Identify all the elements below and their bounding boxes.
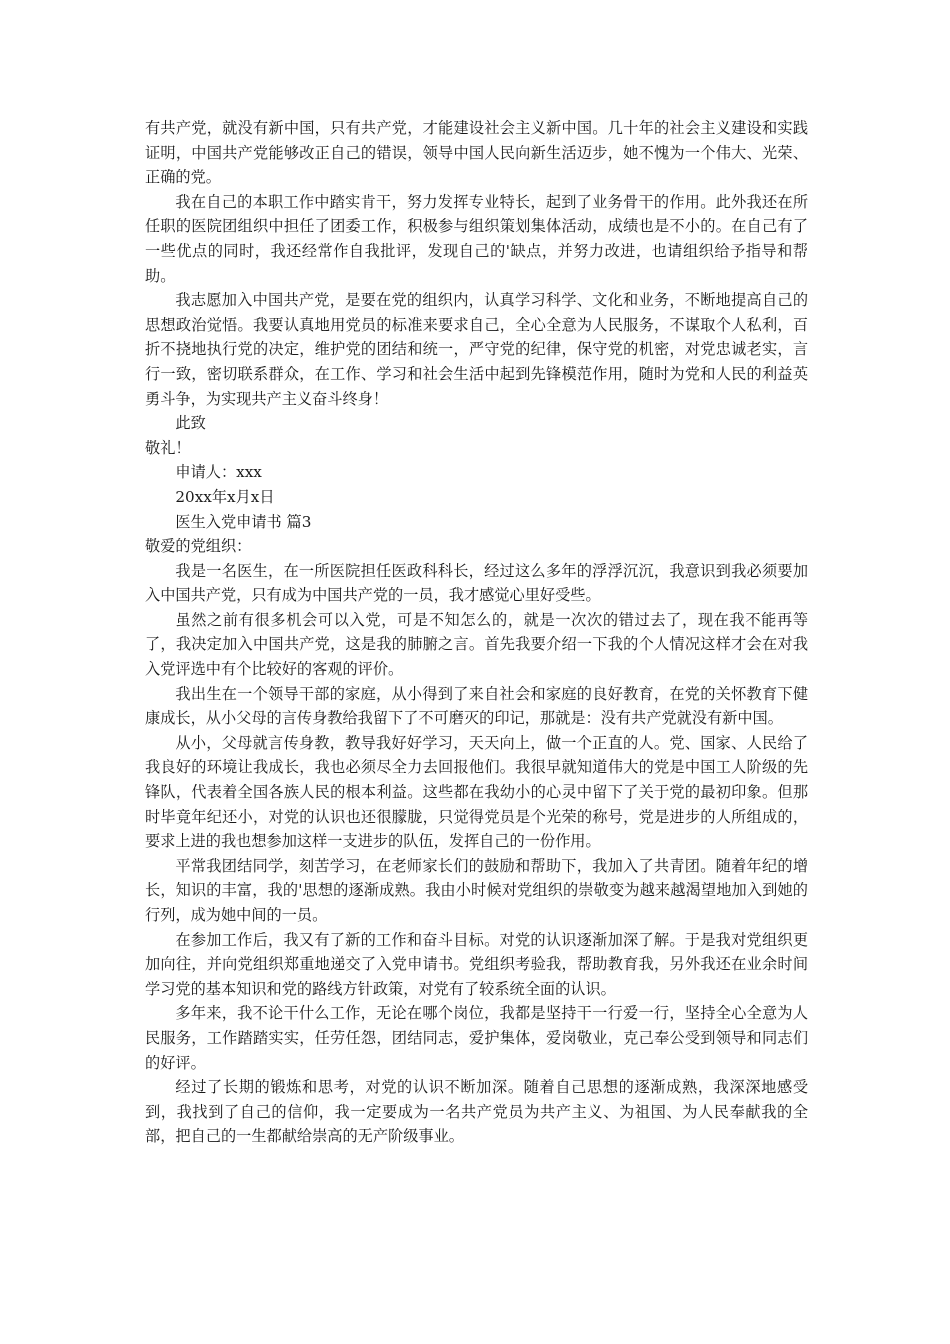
letter-greeting: 敬爱的党组织： xyxy=(145,537,252,556)
document-body xyxy=(145,116,808,1149)
paragraph-youth-league: 平常我团结同学，刻苦学习，在老师家长们的鼓励和帮助下，我加入了共青团。随着年纪的增长，知识的丰富，我的'思想的逐渐成熟。我由小时候对党组织的崇敬变为越来越渴望地加入到她的行列，成为她中间的一员。 xyxy=(145,856,808,924)
paragraph-dedication: 多年来，我不论干什么工作，无论在哪个岗位，我都是坚持干一行爱一行，坚持全心全意为人民服务，工作踏踏实实，任劳任怨，团结同志，爱护集体，爱岗敬业，克己奉公受到领导和同志们的好评。 xyxy=(145,1004,808,1072)
section-title: 医生入党申请书 篇3 xyxy=(175,512,312,531)
paragraph-conclusion: 经过了长期的锻炼和思考，对党的认识不断加深。随着自己思想的逐渐成熟，我深深地感受到，我找到了自己的信仰，我一定要成为一名共产党员为共产主义、为祖国、为人民奉献我的全部，把自己的一生都献给崇高的无产阶级事业。 xyxy=(145,1078,808,1146)
closing-salutation: 此致 xyxy=(175,414,206,433)
application-date: 20xx年x月x日 xyxy=(175,487,275,506)
paragraph-intro-continuation: 有共产党，就没有新中国，只有共产党，才能建设社会主义新中国。几十年的社会主义建设和实践证明，中国共产党能够改正自己的错误，领导中国人民向新生活迈步，她不愧为一个伟大、光荣、正确的党。 xyxy=(145,119,808,187)
paragraph-work-performance: 我在自己的本职工作中踏实肯干，努力发挥专业特长，起到了业务骨干的作用。此外我还在所任职的医院团组织中担任了团委工作，积极参与组织策划集体活动，成绩也是不小的。在自己有了一些优点的同时，我还经常作自我批评，发现自己的'缺点，并努力改进，也请组织给予指导和帮助。 xyxy=(145,192,808,285)
paragraph-childhood: 从小，父母就言传身教，教导我好好学习，天天向上，做一个正直的人。党、国家、人民给了我良好的环境让我成长，我也必须尽全力去回报他们。我很早就知道伟大的党是中国工人阶级的先锋队，代表着全国各族人民的根本利益。这些都在我幼小的心灵中留下了关于党的最初印象。但那时毕竟年纪还小，对党的认识也还很朦胧，只觉得党员是个光荣的称号，党是进步的人所组成的，要求上进的我也想参加这样一支进步的队伍，发挥自己的一份作用。 xyxy=(145,733,808,851)
paragraph-decision: 虽然之前有很多机会可以入党，可是不知怎么的，就是一次次的错过去了，现在我不能再等了，我决定加入中国共产党，这是我的肺腑之言。首先我要介绍一下我的个人情况这样才会在对我入党评选中有个比较好的客观的评价。 xyxy=(145,610,808,679)
closing-regards: 敬礼！ xyxy=(145,438,191,457)
paragraph-party-aspiration: 我志愿加入中国共产党，是要在党的组织内，认真学习科学、文化和业务，不断地提高自己的思想政治觉悟。我要认真地用党员的标准来要求自己，全心全意为人民服务，不谋取个人私利，百折不挠地执行党的决定，维护党的团结和统一，严守党的纪律，保守党的机密，对党忠诚老实，言行一致，密切联系群众，在工作、学习和社会生活中起到先锋模范作用，随时为党和人民的利益英勇斗争，为实现共产主义奋斗终身！ xyxy=(145,291,808,408)
paragraph-self-introduction: 我是一名医生，在一所医院担任医政科科长，经过这么多年的浮浮沉沉，我意识到我必须要加入中国共产党，只有成为中国共产党的一员，我才感觉心里好受些。 xyxy=(145,561,808,605)
paragraph-career: 在参加工作后，我又有了新的工作和奋斗目标。对党的认识逐渐加深了解。于是我对党组织更加向往，并向党组织郑重地递交了入党申请书。党组织考验我，帮助教育我，另外我还在业余时间学习党的基本知识和党的路线方针政策，对党有了较系统全面的认识。 xyxy=(145,930,808,998)
paragraph-family-background: 我出生在一个领导干部的家庭，从小得到了来自社会和家庭的良好教育，在党的关怀教育下健康成长，从小父母的言传身教给我留下了不可磨灭的印记，那就是：没有共产党就没有新中国。 xyxy=(145,684,808,728)
applicant-signature: 申请人：xxx xyxy=(175,463,262,482)
